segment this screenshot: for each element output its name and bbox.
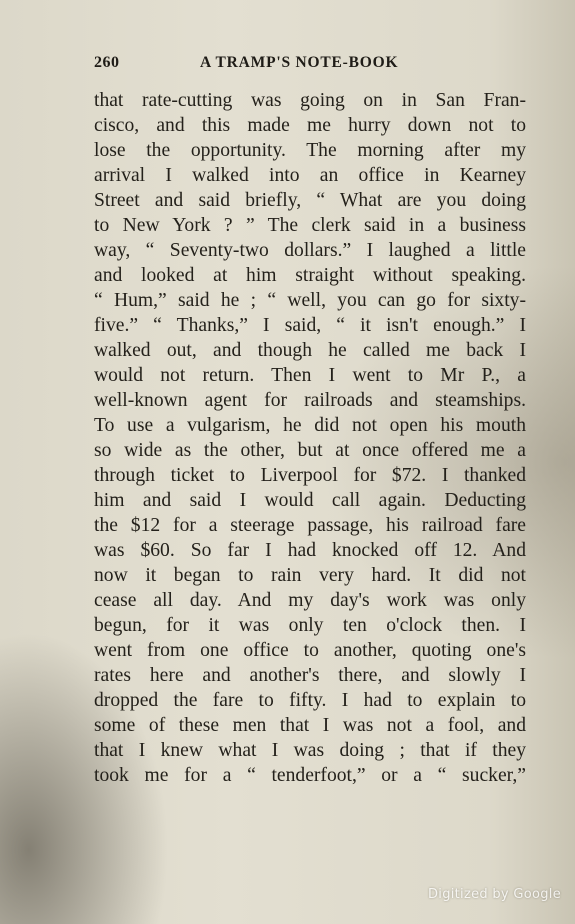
text-line: way, “ Seventy-two dollars.” I laughed a little [94,240,526,261]
text-line: some of these men that I was not a fool, and [94,715,526,736]
text-line: begun, for it was only ten o'clock then. I [94,615,526,636]
text-line: him and said I would call again. Deducting [94,490,526,511]
text-line: the $12 for a steerage passage, his railroad fare [94,515,526,536]
text-line: so wide as the other, but at once offered me a [94,440,526,461]
text-line: and looked at him straight without speaking. [94,265,526,286]
text-line: dropped the fare to fifty. I had to explain to [94,690,526,711]
text-line: walked out, and though he called me back I [94,340,526,361]
text-line: “ Hum,” said he ; “ well, you can go for sixty- [94,290,526,311]
text-line: lose the opportunity. The morning after my [94,140,526,161]
text-line: went from one office to another, quoting one's [94,640,526,661]
text-line: well-known agent for railroads and steamships. [94,390,526,411]
text-line: cease all day. And my day's work was only [94,590,526,611]
text-line: To use a vulgarism, he did not open his mouth [94,415,526,436]
text-line: was $60. So far I had knocked off 12. And [94,540,526,561]
text-line: that I knew what I was doing ; that if they [94,740,526,761]
page-header [94,54,524,80]
text-line: Street and said briefly, “ What are you doing [94,190,526,211]
text-line: now it began to rain very hard. It did not [94,565,526,586]
digitized-watermark: Digitized by Google [427,887,561,902]
body-text [94,88,526,788]
text-line: to New York ? ” The clerk said in a business [94,215,526,236]
text-line: rates here and another's there, and slowly I [94,665,526,686]
page-number: 260 [94,54,120,71]
text-line: that rate-cutting was going on in San Fran- [94,90,526,111]
running-head: A TRAMP'S NOTE-BOOK [200,54,399,71]
text-line: would not return. Then I went to Mr P., a [94,365,526,386]
text-line: cisco, and this made me hurry down not to [94,115,526,136]
text-line: arrival I walked into an office in Kearney [94,165,526,186]
text-line: through ticket to Liverpool for $72. I thanked [94,465,526,486]
text-line: five.” “ Thanks,” I said, “ it isn't enough.” I [94,315,526,336]
text-line: took me for a “ tenderfoot,” or a “ sucker,” [94,765,526,786]
